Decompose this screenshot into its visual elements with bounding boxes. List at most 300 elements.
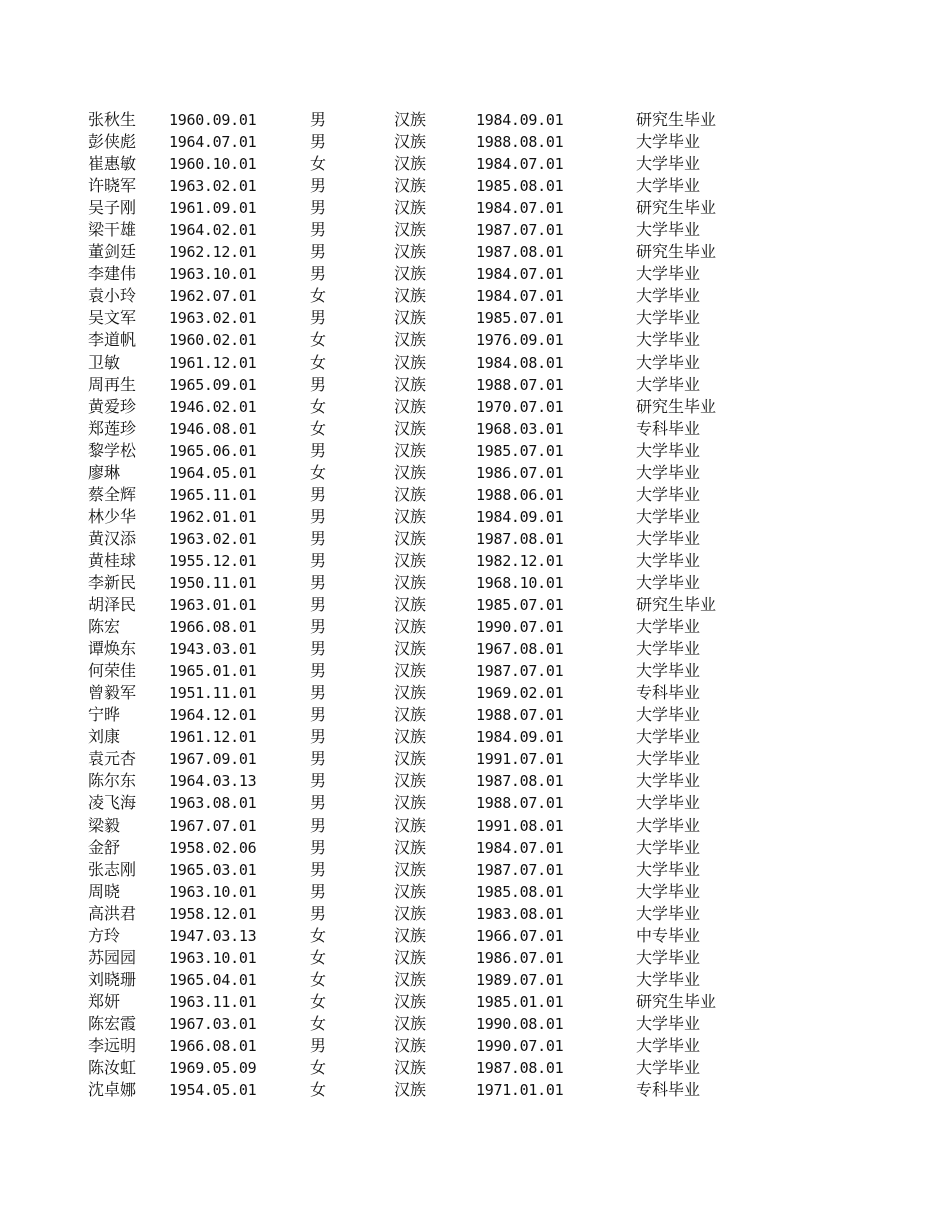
ethnicity-cell[interactable]: 汉族 xyxy=(394,903,427,923)
work-start-date-cell[interactable]: 1971.01.01 xyxy=(476,1081,564,1100)
work-start-date-cell[interactable]: 1985.08.01 xyxy=(476,882,564,901)
gender-cell[interactable]: 女 xyxy=(310,330,327,350)
name-cell[interactable]: 郑莲珍 xyxy=(88,418,137,438)
name-cell[interactable]: 彭侠彪 xyxy=(88,132,137,152)
work-start-date-cell[interactable]: 1987.08.01 xyxy=(476,772,564,791)
table-row xyxy=(88,1013,788,1035)
ethnicity-cell[interactable]: 汉族 xyxy=(394,595,427,615)
name-cell[interactable]: 梁毅 xyxy=(88,815,121,835)
work-start-date-cell[interactable]: 1986.07.01 xyxy=(476,948,564,967)
education-cell[interactable]: 大学毕业 xyxy=(636,837,701,857)
birth-date-cell[interactable]: 1963.02.01 xyxy=(169,177,257,196)
table-row xyxy=(88,1035,788,1057)
name-cell[interactable]: 李道帆 xyxy=(88,330,137,350)
birth-date-cell[interactable]: 1963.10.01 xyxy=(169,948,257,967)
work-start-date-cell[interactable]: 1985.01.01 xyxy=(476,992,564,1011)
gender-cell[interactable]: 男 xyxy=(310,132,327,152)
ethnicity-cell[interactable]: 汉族 xyxy=(394,639,427,659)
birth-date-cell[interactable]: 1962.12.01 xyxy=(169,243,257,262)
table-row xyxy=(88,418,788,440)
ethnicity-cell[interactable]: 汉族 xyxy=(394,308,427,328)
gender-cell[interactable]: 男 xyxy=(310,881,327,901)
gender-cell[interactable]: 女 xyxy=(310,969,327,989)
gender-cell[interactable]: 男 xyxy=(310,176,327,196)
ethnicity-cell[interactable]: 汉族 xyxy=(394,683,427,703)
gender-cell[interactable]: 男 xyxy=(310,837,327,857)
gender-cell[interactable]: 女 xyxy=(310,418,327,438)
name-cell[interactable]: 黎学松 xyxy=(88,440,137,460)
birth-date-cell[interactable]: 1950.11.01 xyxy=(169,573,257,592)
work-start-date-cell[interactable]: 1984.07.01 xyxy=(476,287,564,306)
spreadsheet-table xyxy=(88,109,788,1101)
ethnicity-cell[interactable]: 汉族 xyxy=(394,749,427,769)
education-cell[interactable]: 大学毕业 xyxy=(636,484,701,504)
education-cell[interactable]: 研究生毕业 xyxy=(636,396,717,416)
ethnicity-cell[interactable]: 汉族 xyxy=(394,484,427,504)
name-cell[interactable]: 袁元杏 xyxy=(88,749,137,769)
gender-cell[interactable]: 男 xyxy=(310,793,327,813)
work-start-date-cell[interactable]: 1991.07.01 xyxy=(476,750,564,769)
ethnicity-cell[interactable]: 汉族 xyxy=(394,925,427,945)
education-cell[interactable]: 大学毕业 xyxy=(636,176,701,196)
education-cell[interactable]: 大学毕业 xyxy=(636,308,701,328)
name-cell[interactable]: 蔡全辉 xyxy=(88,484,137,504)
name-cell[interactable]: 宁晔 xyxy=(88,705,121,725)
birth-date-cell[interactable]: 1962.01.01 xyxy=(169,507,257,526)
education-cell[interactable]: 大学毕业 xyxy=(636,550,701,570)
birth-date-cell[interactable]: 1964.02.01 xyxy=(169,221,257,240)
name-cell[interactable]: 刘晓珊 xyxy=(88,969,137,989)
table-row xyxy=(88,947,788,969)
name-cell[interactable]: 李新民 xyxy=(88,572,137,592)
birth-date-cell[interactable]: 1963.08.01 xyxy=(169,794,257,813)
education-cell[interactable]: 大学毕业 xyxy=(636,859,701,879)
work-start-date-cell[interactable]: 1988.07.01 xyxy=(476,706,564,725)
table-row xyxy=(88,528,788,550)
ethnicity-cell[interactable]: 汉族 xyxy=(394,1013,427,1033)
gender-cell[interactable]: 女 xyxy=(310,154,327,174)
ethnicity-cell[interactable]: 汉族 xyxy=(394,110,427,129)
table-row xyxy=(88,1057,788,1079)
ethnicity-cell[interactable]: 汉族 xyxy=(394,859,427,879)
birth-date-cell[interactable]: 1947.03.13 xyxy=(169,926,257,945)
birth-date-cell[interactable]: 1954.05.01 xyxy=(169,1081,257,1100)
ethnicity-cell[interactable]: 汉族 xyxy=(394,462,427,482)
birth-date-cell[interactable]: 1943.03.01 xyxy=(169,640,257,659)
gender-cell[interactable]: 男 xyxy=(310,639,327,659)
ethnicity-cell[interactable]: 汉族 xyxy=(394,286,427,306)
ethnicity-cell[interactable]: 汉族 xyxy=(394,396,427,416)
education-cell[interactable]: 大学毕业 xyxy=(636,749,701,769)
name-cell[interactable]: 谭焕东 xyxy=(88,639,137,659)
name-cell[interactable]: 陈宏霞 xyxy=(88,1013,137,1033)
work-start-date-cell[interactable]: 1987.07.01 xyxy=(476,662,564,681)
name-cell[interactable]: 李建伟 xyxy=(88,264,137,284)
ethnicity-cell[interactable]: 汉族 xyxy=(394,991,427,1011)
gender-cell[interactable]: 男 xyxy=(310,264,327,284)
table-row xyxy=(88,153,788,175)
name-cell[interactable]: 沈卓娜 xyxy=(88,1080,137,1100)
education-cell[interactable]: 大学毕业 xyxy=(636,903,701,923)
table-row xyxy=(88,815,788,837)
education-cell[interactable]: 大学毕业 xyxy=(636,462,701,482)
work-start-date-cell[interactable]: 1987.08.01 xyxy=(476,529,564,548)
ethnicity-cell[interactable]: 汉族 xyxy=(394,1080,427,1100)
table-row xyxy=(88,374,788,396)
birth-date-cell[interactable]: 1961.12.01 xyxy=(169,353,257,372)
work-start-date-cell[interactable]: 1988.07.01 xyxy=(476,794,564,813)
gender-cell[interactable]: 男 xyxy=(310,595,327,615)
education-cell[interactable]: 大学毕业 xyxy=(636,705,701,725)
education-cell[interactable]: 大学毕业 xyxy=(636,374,701,394)
work-start-date-cell[interactable]: 1988.07.01 xyxy=(476,375,564,394)
gender-cell[interactable]: 男 xyxy=(310,198,327,218)
gender-cell[interactable]: 男 xyxy=(310,528,327,548)
ethnicity-cell[interactable]: 汉族 xyxy=(394,550,427,570)
education-cell[interactable]: 大学毕业 xyxy=(636,727,701,747)
ethnicity-cell[interactable]: 汉族 xyxy=(394,837,427,857)
gender-cell[interactable]: 男 xyxy=(310,550,327,570)
name-cell[interactable]: 方玲 xyxy=(88,925,121,945)
gender-cell[interactable]: 男 xyxy=(310,683,327,703)
ethnicity-cell[interactable]: 汉族 xyxy=(394,1058,427,1078)
name-cell[interactable]: 吴文军 xyxy=(88,308,137,328)
gender-cell[interactable]: 女 xyxy=(310,352,327,372)
birth-date-cell[interactable]: 1965.03.01 xyxy=(169,860,257,879)
birth-date-cell[interactable]: 1963.11.01 xyxy=(169,992,257,1011)
education-cell[interactable]: 研究生毕业 xyxy=(636,242,717,262)
name-cell[interactable]: 李远明 xyxy=(88,1035,137,1055)
name-cell[interactable]: 曾毅军 xyxy=(88,683,137,703)
ethnicity-cell[interactable]: 汉族 xyxy=(394,947,427,967)
table-row xyxy=(88,307,788,329)
birth-date-cell[interactable]: 1969.05.09 xyxy=(169,1059,257,1078)
gender-cell[interactable]: 男 xyxy=(310,440,327,460)
gender-cell[interactable]: 女 xyxy=(310,991,327,1011)
name-cell[interactable]: 金舒 xyxy=(88,837,121,857)
ethnicity-cell[interactable]: 汉族 xyxy=(394,264,427,284)
work-start-date-cell[interactable]: 1988.06.01 xyxy=(476,485,564,504)
birth-date-cell[interactable]: 1966.08.01 xyxy=(169,1036,257,1055)
birth-date-cell[interactable]: 1951.11.01 xyxy=(169,684,257,703)
gender-cell[interactable]: 男 xyxy=(310,572,327,592)
birth-date-cell[interactable]: 1967.07.01 xyxy=(169,816,257,835)
birth-date-cell[interactable]: 1963.02.01 xyxy=(169,529,257,548)
table-row xyxy=(88,925,788,947)
work-start-date-cell[interactable]: 1985.07.01 xyxy=(476,441,564,460)
birth-date-cell[interactable]: 1965.09.01 xyxy=(169,375,257,394)
table-row xyxy=(88,969,788,991)
work-start-date-cell[interactable]: 1984.09.01 xyxy=(476,728,564,747)
name-cell[interactable]: 刘康 xyxy=(88,727,121,747)
education-cell[interactable]: 中专毕业 xyxy=(636,925,701,945)
ethnicity-cell[interactable]: 汉族 xyxy=(394,881,427,901)
education-cell[interactable]: 大学毕业 xyxy=(636,1013,701,1033)
education-cell[interactable]: 大学毕业 xyxy=(636,969,701,989)
education-cell[interactable]: 大学毕业 xyxy=(636,617,701,637)
ethnicity-cell[interactable]: 汉族 xyxy=(394,220,427,240)
table-row xyxy=(88,396,788,418)
gender-cell[interactable]: 女 xyxy=(310,286,327,306)
education-cell[interactable]: 大学毕业 xyxy=(636,132,701,152)
name-cell[interactable]: 陈汝虹 xyxy=(88,1058,137,1078)
work-start-date-cell[interactable]: 1985.07.01 xyxy=(476,309,564,328)
birth-date-cell[interactable]: 1966.08.01 xyxy=(169,618,257,637)
work-start-date-cell[interactable]: 1984.07.01 xyxy=(476,199,564,218)
gender-cell[interactable]: 男 xyxy=(310,705,327,725)
birth-date-cell[interactable]: 1946.08.01 xyxy=(169,419,257,438)
education-cell[interactable]: 大学毕业 xyxy=(636,220,701,240)
work-start-date-cell[interactable]: 1987.08.01 xyxy=(476,243,564,262)
name-cell[interactable]: 周晓 xyxy=(88,881,121,901)
education-cell[interactable]: 研究生毕业 xyxy=(636,110,717,129)
birth-date-cell[interactable]: 1962.07.01 xyxy=(169,287,257,306)
work-start-date-cell[interactable]: 1984.07.01 xyxy=(476,838,564,857)
ethnicity-cell[interactable]: 汉族 xyxy=(394,1035,427,1055)
name-cell[interactable]: 崔惠敏 xyxy=(88,154,137,174)
gender-cell[interactable]: 男 xyxy=(310,374,327,394)
gender-cell[interactable]: 男 xyxy=(310,242,327,262)
work-start-date-cell[interactable]: 1990.08.01 xyxy=(476,1014,564,1033)
work-start-date-cell[interactable]: 1967.08.01 xyxy=(476,640,564,659)
name-cell[interactable]: 董剑廷 xyxy=(88,242,137,262)
birth-date-cell[interactable]: 1961.12.01 xyxy=(169,728,257,747)
ethnicity-cell[interactable]: 汉族 xyxy=(394,815,427,835)
work-start-date-cell[interactable]: 1984.08.01 xyxy=(476,353,564,372)
birth-date-cell[interactable]: 1961.09.01 xyxy=(169,199,257,218)
birth-date-cell[interactable]: 1965.11.01 xyxy=(169,485,257,504)
work-start-date-cell[interactable]: 1986.07.01 xyxy=(476,463,564,482)
ethnicity-cell[interactable]: 汉族 xyxy=(394,793,427,813)
education-cell[interactable]: 专科毕业 xyxy=(636,1080,701,1100)
birth-date-cell[interactable]: 1964.07.01 xyxy=(169,133,257,152)
work-start-date-cell[interactable]: 1989.07.01 xyxy=(476,970,564,989)
table-row xyxy=(88,131,788,153)
name-cell[interactable]: 黄汉添 xyxy=(88,528,137,548)
ethnicity-cell[interactable]: 汉族 xyxy=(394,705,427,725)
name-cell[interactable]: 凌飞海 xyxy=(88,793,137,813)
name-cell[interactable]: 张秋生 xyxy=(88,110,137,129)
table-row xyxy=(88,903,788,925)
ethnicity-cell[interactable]: 汉族 xyxy=(394,572,427,592)
work-start-date-cell[interactable]: 1987.07.01 xyxy=(476,860,564,879)
gender-cell[interactable]: 男 xyxy=(310,661,327,681)
name-cell[interactable]: 陈尔东 xyxy=(88,771,137,791)
education-cell[interactable]: 大学毕业 xyxy=(636,330,701,350)
gender-cell[interactable]: 男 xyxy=(310,727,327,747)
name-cell[interactable]: 苏园园 xyxy=(88,947,137,967)
table-row xyxy=(88,859,788,881)
name-cell[interactable]: 廖琳 xyxy=(88,462,121,482)
gender-cell[interactable]: 男 xyxy=(310,220,327,240)
ethnicity-cell[interactable]: 汉族 xyxy=(394,528,427,548)
work-start-date-cell[interactable]: 1990.07.01 xyxy=(476,618,564,637)
gender-cell[interactable]: 女 xyxy=(310,1013,327,1033)
gender-cell[interactable]: 男 xyxy=(310,484,327,504)
name-cell[interactable]: 陈宏 xyxy=(88,617,121,637)
education-cell[interactable]: 大学毕业 xyxy=(636,1058,701,1078)
name-cell[interactable]: 郑妍 xyxy=(88,991,121,1011)
name-cell[interactable]: 袁小玲 xyxy=(88,286,137,306)
education-cell[interactable]: 大学毕业 xyxy=(636,154,701,174)
table-row xyxy=(88,241,788,263)
gender-cell[interactable]: 男 xyxy=(310,1035,327,1055)
table-row xyxy=(88,197,788,219)
gender-cell[interactable]: 男 xyxy=(310,903,327,923)
work-start-date-cell[interactable]: 1991.08.01 xyxy=(476,816,564,835)
table-row xyxy=(88,440,788,462)
table-row xyxy=(88,550,788,572)
gender-cell[interactable]: 男 xyxy=(310,815,327,835)
work-start-date-cell[interactable]: 1988.08.01 xyxy=(476,133,564,152)
education-cell[interactable]: 大学毕业 xyxy=(636,352,701,372)
education-cell[interactable]: 研究生毕业 xyxy=(636,198,717,218)
gender-cell[interactable]: 女 xyxy=(310,462,327,482)
education-cell[interactable]: 大学毕业 xyxy=(636,639,701,659)
ethnicity-cell[interactable]: 汉族 xyxy=(394,771,427,791)
name-cell[interactable]: 卫敏 xyxy=(88,352,121,372)
birth-date-cell[interactable]: 1965.01.01 xyxy=(169,662,257,681)
ethnicity-cell[interactable]: 汉族 xyxy=(394,352,427,372)
gender-cell[interactable]: 男 xyxy=(310,771,327,791)
gender-cell[interactable]: 女 xyxy=(310,947,327,967)
name-cell[interactable]: 张志刚 xyxy=(88,859,137,879)
birth-date-cell[interactable]: 1963.01.01 xyxy=(169,596,257,615)
education-cell[interactable]: 研究生毕业 xyxy=(636,595,717,615)
work-start-date-cell[interactable]: 1984.09.01 xyxy=(476,111,564,129)
education-cell[interactable]: 大学毕业 xyxy=(636,1035,701,1055)
birth-date-cell[interactable]: 1964.03.13 xyxy=(169,772,257,791)
work-start-date-cell[interactable]: 1990.07.01 xyxy=(476,1036,564,1055)
gender-cell[interactable]: 男 xyxy=(310,308,327,328)
work-start-date-cell[interactable]: 1984.07.01 xyxy=(476,155,564,174)
work-start-date-cell[interactable]: 1984.07.01 xyxy=(476,265,564,284)
education-cell[interactable]: 研究生毕业 xyxy=(636,991,717,1011)
work-start-date-cell[interactable]: 1987.08.01 xyxy=(476,1059,564,1078)
birth-date-cell[interactable]: 1960.09.01 xyxy=(169,111,257,129)
education-cell[interactable]: 大学毕业 xyxy=(636,528,701,548)
work-start-date-cell[interactable]: 1969.02.01 xyxy=(476,684,564,703)
work-start-date-cell[interactable]: 1983.08.01 xyxy=(476,904,564,923)
ethnicity-cell[interactable]: 汉族 xyxy=(394,969,427,989)
work-start-date-cell[interactable]: 1982.12.01 xyxy=(476,551,564,570)
education-cell[interactable]: 大学毕业 xyxy=(636,661,701,681)
name-cell[interactable]: 梁干雄 xyxy=(88,220,137,240)
gender-cell[interactable]: 男 xyxy=(310,110,327,129)
ethnicity-cell[interactable]: 汉族 xyxy=(394,661,427,681)
education-cell[interactable]: 大学毕业 xyxy=(636,286,701,306)
ethnicity-cell[interactable]: 汉族 xyxy=(394,418,427,438)
ethnicity-cell[interactable]: 汉族 xyxy=(394,198,427,218)
work-start-date-cell[interactable]: 1966.07.01 xyxy=(476,926,564,945)
birth-date-cell[interactable]: 1960.10.01 xyxy=(169,155,257,174)
table-row xyxy=(88,682,788,704)
work-start-date-cell[interactable]: 1968.10.01 xyxy=(476,573,564,592)
table-row xyxy=(88,991,788,1013)
name-cell[interactable]: 黄爱珍 xyxy=(88,396,137,416)
table-row xyxy=(88,175,788,197)
gender-cell[interactable]: 女 xyxy=(310,1080,327,1100)
work-start-date-cell[interactable]: 1987.07.01 xyxy=(476,221,564,240)
birth-date-cell[interactable]: 1964.12.01 xyxy=(169,706,257,725)
work-start-date-cell[interactable]: 1984.09.01 xyxy=(476,507,564,526)
work-start-date-cell[interactable]: 1968.03.01 xyxy=(476,419,564,438)
ethnicity-cell[interactable]: 汉族 xyxy=(394,506,427,526)
education-cell[interactable]: 大学毕业 xyxy=(636,815,701,835)
birth-date-cell[interactable]: 1965.06.01 xyxy=(169,441,257,460)
birth-date-cell[interactable]: 1958.02.06 xyxy=(169,838,257,857)
birth-date-cell[interactable]: 1964.05.01 xyxy=(169,463,257,482)
birth-date-cell[interactable]: 1946.02.01 xyxy=(169,397,257,416)
education-cell[interactable]: 大学毕业 xyxy=(636,264,701,284)
name-cell[interactable]: 高洪君 xyxy=(88,903,137,923)
gender-cell[interactable]: 女 xyxy=(310,396,327,416)
ethnicity-cell[interactable]: 汉族 xyxy=(394,617,427,637)
education-cell[interactable]: 专科毕业 xyxy=(636,418,701,438)
birth-date-cell[interactable]: 1960.02.01 xyxy=(169,331,257,350)
table-row xyxy=(88,594,788,616)
birth-date-cell[interactable]: 1967.03.01 xyxy=(169,1014,257,1033)
name-cell[interactable]: 许晓军 xyxy=(88,176,137,196)
name-cell[interactable]: 胡泽民 xyxy=(88,595,137,615)
education-cell[interactable]: 专科毕业 xyxy=(636,683,701,703)
name-cell[interactable]: 周再生 xyxy=(88,374,137,394)
work-start-date-cell[interactable]: 1976.09.01 xyxy=(476,331,564,350)
ethnicity-cell[interactable]: 汉族 xyxy=(394,242,427,262)
birth-date-cell[interactable]: 1963.10.01 xyxy=(169,265,257,284)
education-cell[interactable]: 大学毕业 xyxy=(636,572,701,592)
education-cell[interactable]: 大学毕业 xyxy=(636,881,701,901)
name-cell[interactable]: 何荣佳 xyxy=(88,661,137,681)
gender-cell[interactable]: 男 xyxy=(310,859,327,879)
birth-date-cell[interactable]: 1967.09.01 xyxy=(169,750,257,769)
education-cell[interactable]: 大学毕业 xyxy=(636,947,701,967)
name-cell[interactable]: 林少华 xyxy=(88,506,137,526)
gender-cell[interactable]: 男 xyxy=(310,749,327,769)
table-row xyxy=(88,748,788,770)
ethnicity-cell[interactable]: 汉族 xyxy=(394,330,427,350)
ethnicity-cell[interactable]: 汉族 xyxy=(394,374,427,394)
gender-cell[interactable]: 女 xyxy=(310,1058,327,1078)
birth-date-cell[interactable]: 1963.02.01 xyxy=(169,309,257,328)
birth-date-cell[interactable]: 1965.04.01 xyxy=(169,970,257,989)
birth-date-cell[interactable]: 1958.12.01 xyxy=(169,904,257,923)
education-cell[interactable]: 大学毕业 xyxy=(636,793,701,813)
education-cell[interactable]: 大学毕业 xyxy=(636,506,701,526)
ethnicity-cell[interactable]: 汉族 xyxy=(394,440,427,460)
birth-date-cell[interactable]: 1955.12.01 xyxy=(169,551,257,570)
name-cell[interactable]: 吴子刚 xyxy=(88,198,137,218)
work-start-date-cell[interactable]: 1985.08.01 xyxy=(476,177,564,196)
table-row xyxy=(88,572,788,594)
table-row xyxy=(88,219,788,241)
work-start-date-cell[interactable]: 1985.07.01 xyxy=(476,596,564,615)
ethnicity-cell[interactable]: 汉族 xyxy=(394,154,427,174)
ethnicity-cell[interactable]: 汉族 xyxy=(394,176,427,196)
table-row xyxy=(88,726,788,748)
ethnicity-cell[interactable]: 汉族 xyxy=(394,727,427,747)
gender-cell[interactable]: 男 xyxy=(310,506,327,526)
gender-cell[interactable]: 女 xyxy=(310,925,327,945)
education-cell[interactable]: 大学毕业 xyxy=(636,440,701,460)
table-row xyxy=(88,263,788,285)
education-cell[interactable]: 大学毕业 xyxy=(636,771,701,791)
ethnicity-cell[interactable]: 汉族 xyxy=(394,132,427,152)
name-cell[interactable]: 黄桂球 xyxy=(88,550,137,570)
birth-date-cell[interactable]: 1963.10.01 xyxy=(169,882,257,901)
work-start-date-cell[interactable]: 1970.07.01 xyxy=(476,397,564,416)
gender-cell[interactable]: 男 xyxy=(310,617,327,637)
